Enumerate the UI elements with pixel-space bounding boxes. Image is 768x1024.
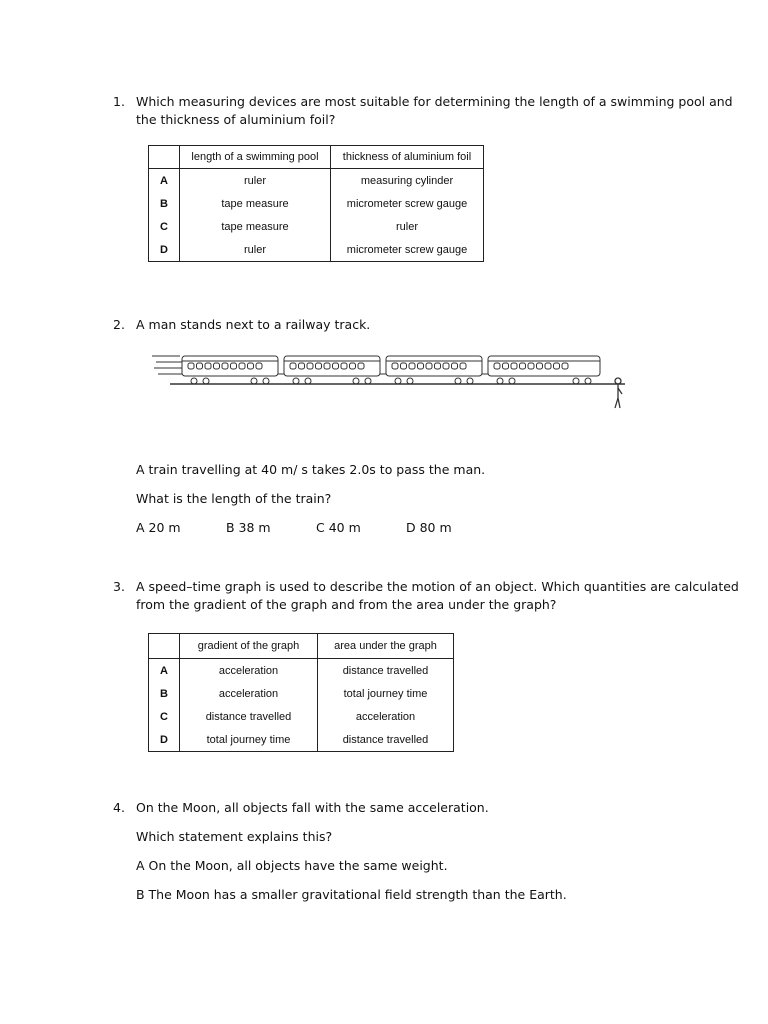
table-cell: distance travelled	[180, 706, 318, 729]
q2-question: What is the length of the train?	[136, 491, 332, 506]
q1-text-line1: Which measuring devices are most suitable for determining the length of a swimming pool and	[136, 94, 733, 109]
table-row	[149, 216, 484, 239]
row-key: D	[149, 729, 180, 752]
q4-intro: On the Moon, all objects fall with the same acceleration.	[136, 800, 489, 815]
table-cell: ruler	[180, 239, 331, 262]
q1-text-line2: the thickness of aluminium foil?	[136, 112, 336, 127]
q4-option-a: A On the Moon, all objects have the same weight.	[136, 858, 448, 873]
row-key: B	[149, 193, 180, 216]
q2-option-d: D 80 m	[406, 520, 452, 535]
table-cell: tape measure	[180, 193, 331, 216]
row-key: C	[149, 216, 180, 239]
row-key: D	[149, 239, 180, 262]
row-key: A	[149, 169, 180, 193]
q3-table	[148, 633, 454, 752]
q1-header-blank	[149, 146, 180, 169]
q3-header-blank	[149, 634, 180, 659]
q4-option-b: B The Moon has a smaller gravitational field strength than the Earth.	[136, 887, 567, 902]
train-car	[284, 356, 386, 384]
q2-option-b: B 38 m	[226, 520, 271, 535]
train-car	[386, 356, 488, 384]
q4-question: Which statement explains this?	[136, 829, 333, 844]
table-row	[149, 659, 454, 683]
table-cell: acceleration	[180, 659, 318, 683]
table-row	[149, 239, 484, 262]
table-cell: measuring cylinder	[331, 169, 484, 193]
q1-header-length: length of a swimming pool	[180, 146, 331, 169]
train-car	[488, 356, 600, 384]
q1-table-header-row	[149, 146, 484, 169]
train-car	[182, 356, 284, 384]
row-key: A	[149, 659, 180, 683]
q2-number: 2.	[113, 317, 125, 332]
q1-header-thickness: thickness of aluminium foil	[331, 146, 484, 169]
table-cell: acceleration	[318, 706, 454, 729]
q2-option-c: C 40 m	[316, 520, 361, 535]
q2-intro: A man stands next to a railway track.	[136, 317, 371, 332]
table-row	[149, 193, 484, 216]
q3-number: 3.	[113, 579, 125, 594]
table-cell: distance travelled	[318, 729, 454, 752]
q2-statement: A train travelling at 40 m/ s takes 2.0s to pass the man.	[136, 462, 486, 477]
table-row	[149, 683, 454, 706]
q3-table-header-row	[149, 634, 454, 659]
row-key: C	[149, 706, 180, 729]
table-row	[149, 729, 454, 752]
train-illustration	[150, 346, 650, 410]
table-cell: tape measure	[180, 216, 331, 239]
table-cell: total journey time	[180, 729, 318, 752]
table-cell: total journey time	[318, 683, 454, 706]
q2-option-a: A 20 m	[136, 520, 181, 535]
table-cell: distance travelled	[318, 659, 454, 683]
q4-number: 4.	[113, 800, 125, 815]
train-cars	[182, 356, 600, 384]
q3-text-line1: A speed–time graph is used to describe the motion of an object. Which quantities are calculated	[136, 579, 739, 594]
table-cell: acceleration	[180, 683, 318, 706]
table-cell: micrometer screw gauge	[331, 193, 484, 216]
table-cell: ruler	[331, 216, 484, 239]
table-cell: ruler	[180, 169, 331, 193]
q3-text-line2: from the gradient of the graph and from the area under the graph?	[136, 597, 557, 612]
table-row	[149, 169, 484, 193]
man-figure-icon	[615, 378, 622, 408]
q3-header-area: area under the graph	[318, 634, 454, 659]
table-row	[149, 706, 454, 729]
q1-number: 1.	[113, 94, 125, 109]
table-cell: micrometer screw gauge	[331, 239, 484, 262]
q1-table	[148, 145, 484, 262]
row-key: B	[149, 683, 180, 706]
q3-header-gradient: gradient of the graph	[180, 634, 318, 659]
